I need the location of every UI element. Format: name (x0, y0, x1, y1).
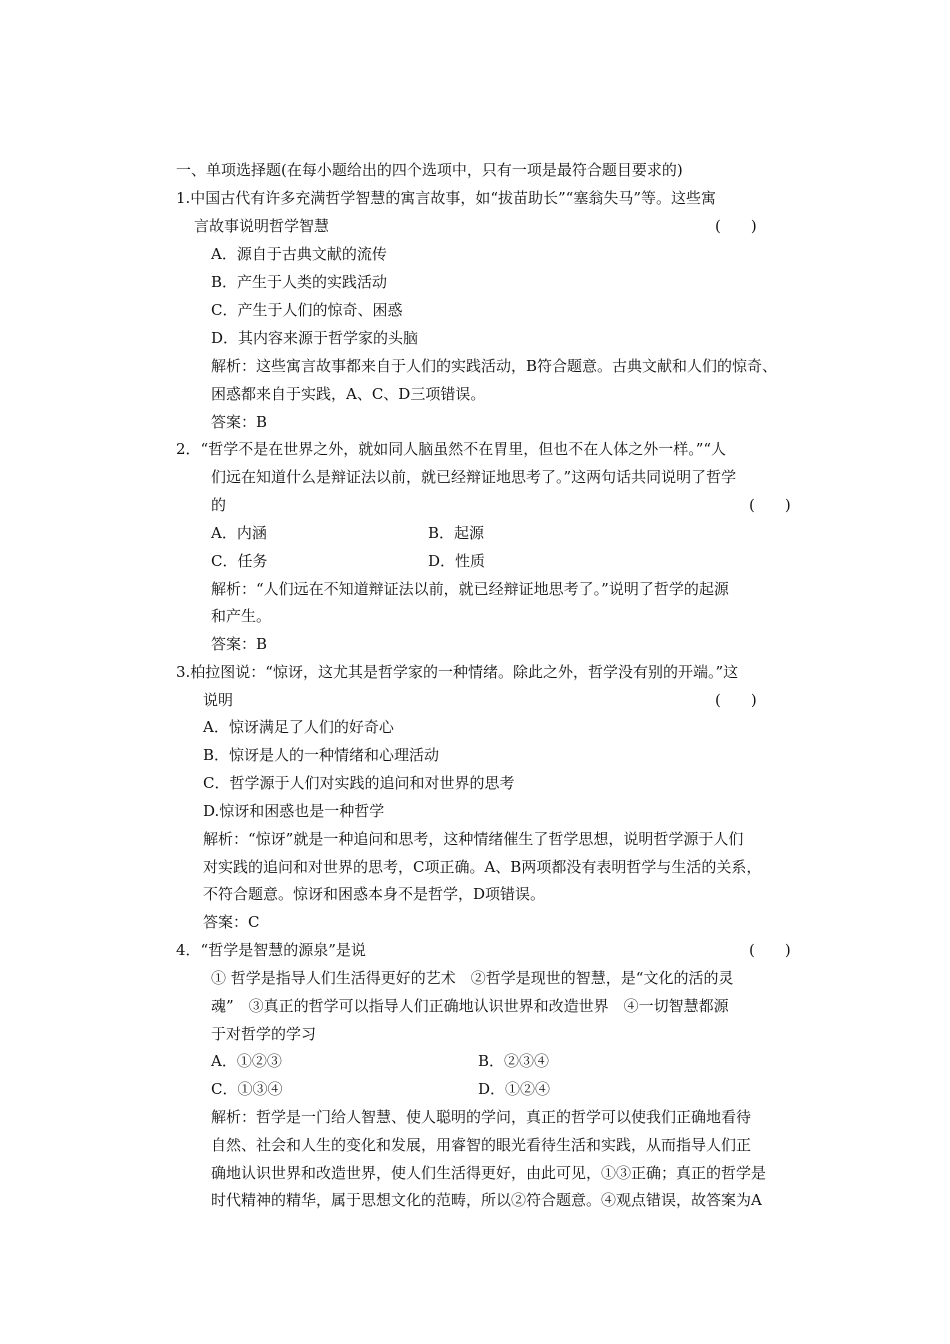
q2-answer: 答案：B (211, 635, 268, 653)
q2-option-a: A．内涵 (211, 524, 267, 542)
q2-stem-line-2: 们远在知道什么是辩证法以前，就已经辩证地思考了。”这两句话共同说明了哲学 (211, 468, 737, 486)
q1-option-d: D．其内容来源于哲学家的头脑 (211, 329, 419, 347)
q1-analysis-line-2: 困惑都来自于实践，A、C、D三项错误。 (211, 385, 486, 403)
q1-answer-blank: ( ) (715, 217, 757, 235)
q4-statement-line-2: 魂” ③真正的哲学可以指导人们正确地认识世界和改造世界 ④一切智慧都源 (211, 997, 729, 1015)
q4-option-b: B．②③④ (478, 1052, 550, 1070)
q3-analysis-line-2: 对实践的追问和对世界的思考，C项正确。A、B两项都没有表明哲学与生活的关系， (203, 858, 762, 876)
q2-stem-line-1: 2．“哲学不是在世界之外，就如同人脑虽然不在胃里，但也不在人体之外一样。”“人 (176, 440, 727, 458)
q1-option-c: C．产生于人们的惊奇、困惑 (211, 301, 403, 319)
q4-statement-line-1: ① 哲学是指导人们生活得更好的艺术 ②哲学是现世的智慧，是“文化的活的灵 (211, 969, 734, 987)
q3-stem-line-1: 3.柏拉图说：“惊讶，这尤其是哲学家的一种情绪。除此之外，哲学没有别的开端。”这 (176, 663, 739, 681)
q1-option-b: B．产生于人类的实践活动 (211, 273, 388, 291)
q1-stem-line-1: 1.中国古代有许多充满哲学智慧的寓言故事，如“拔苗助长”“塞翁失马”等。这些寓 (176, 189, 716, 207)
q2-stem-line-3: 的 (211, 496, 227, 514)
q3-answer: 答案：C (203, 913, 260, 931)
q2-analysis-line-2: 和产生。 (211, 607, 272, 625)
q3-answer-blank: ( ) (715, 691, 757, 709)
q1-answer: 答案：B (211, 413, 268, 431)
q4-option-c: C．①③④ (211, 1080, 283, 1098)
q2-analysis-line-1: 解析：“人们远在不知道辩证法以前，就已经辩证地思考了。”说明了哲学的起源 (211, 580, 729, 598)
q2-option-d: D．性质 (428, 552, 486, 570)
section-heading: 一、单项选择题(在每小题给出的四个选项中，只有一项是最符合题目要求的) (176, 161, 683, 179)
q4-option-a: A．①②③ (211, 1052, 282, 1070)
q4-stem-line-1: 4．“哲学是智慧的源泉”是说 (176, 941, 366, 959)
q2-answer-blank: ( ) (749, 496, 791, 514)
q3-stem-line-2: 说明 (203, 691, 234, 709)
q4-option-d: D．①②④ (478, 1080, 551, 1098)
q4-analysis-line-3: 确地认识世界和改造世界，使人们生活得更好，由此可见，①③正确；真正的哲学是 (211, 1164, 767, 1182)
q3-option-c: C．哲学源于人们对实践的追问和对世界的思考 (203, 774, 515, 792)
q4-analysis-line-2: 自然、社会和人生的变化和发展，用睿智的眼光看待生活和实践，从而指导人们正 (211, 1136, 752, 1154)
q3-option-b: B．惊讶是人的一种情绪和心理活动 (203, 746, 440, 764)
q3-option-d: D.惊讶和困惑也是一种哲学 (203, 802, 385, 820)
q4-analysis-line-1: 解析：哲学是一门给人智慧、使人聪明的学问，真正的哲学可以使我们正确地看待 (211, 1108, 752, 1126)
q3-option-a: A．惊讶满足了人们的好奇心 (203, 718, 394, 736)
q1-analysis-line-1: 解析：这些寓言故事都来自于人们的实践活动，B符合题意。古典文献和人们的惊奇、 (211, 357, 778, 375)
q1-option-a: A．源自于古典文献的流传 (211, 245, 387, 263)
q3-analysis-line-3: 不符合题意。惊讶和困惑本身不是哲学，D项错误。 (203, 885, 546, 903)
q4-analysis-line-4: 时代精神的精华，属于思想文化的范畴，所以②符合题意。④观点错误，故答案为A (211, 1191, 762, 1209)
q2-option-c: C．任务 (211, 552, 268, 570)
q4-answer-blank: ( ) (749, 941, 791, 959)
q4-statement-line-3: 于对哲学的学习 (211, 1025, 317, 1043)
q1-stem-line-2: 言故事说明哲学智慧 (194, 217, 330, 235)
q3-analysis-line-1: 解析：“惊讶”就是一种追问和思考，这种情绪催生了哲学思想，说明哲学源于人们 (203, 830, 744, 848)
q2-option-b: B．起源 (428, 524, 485, 542)
